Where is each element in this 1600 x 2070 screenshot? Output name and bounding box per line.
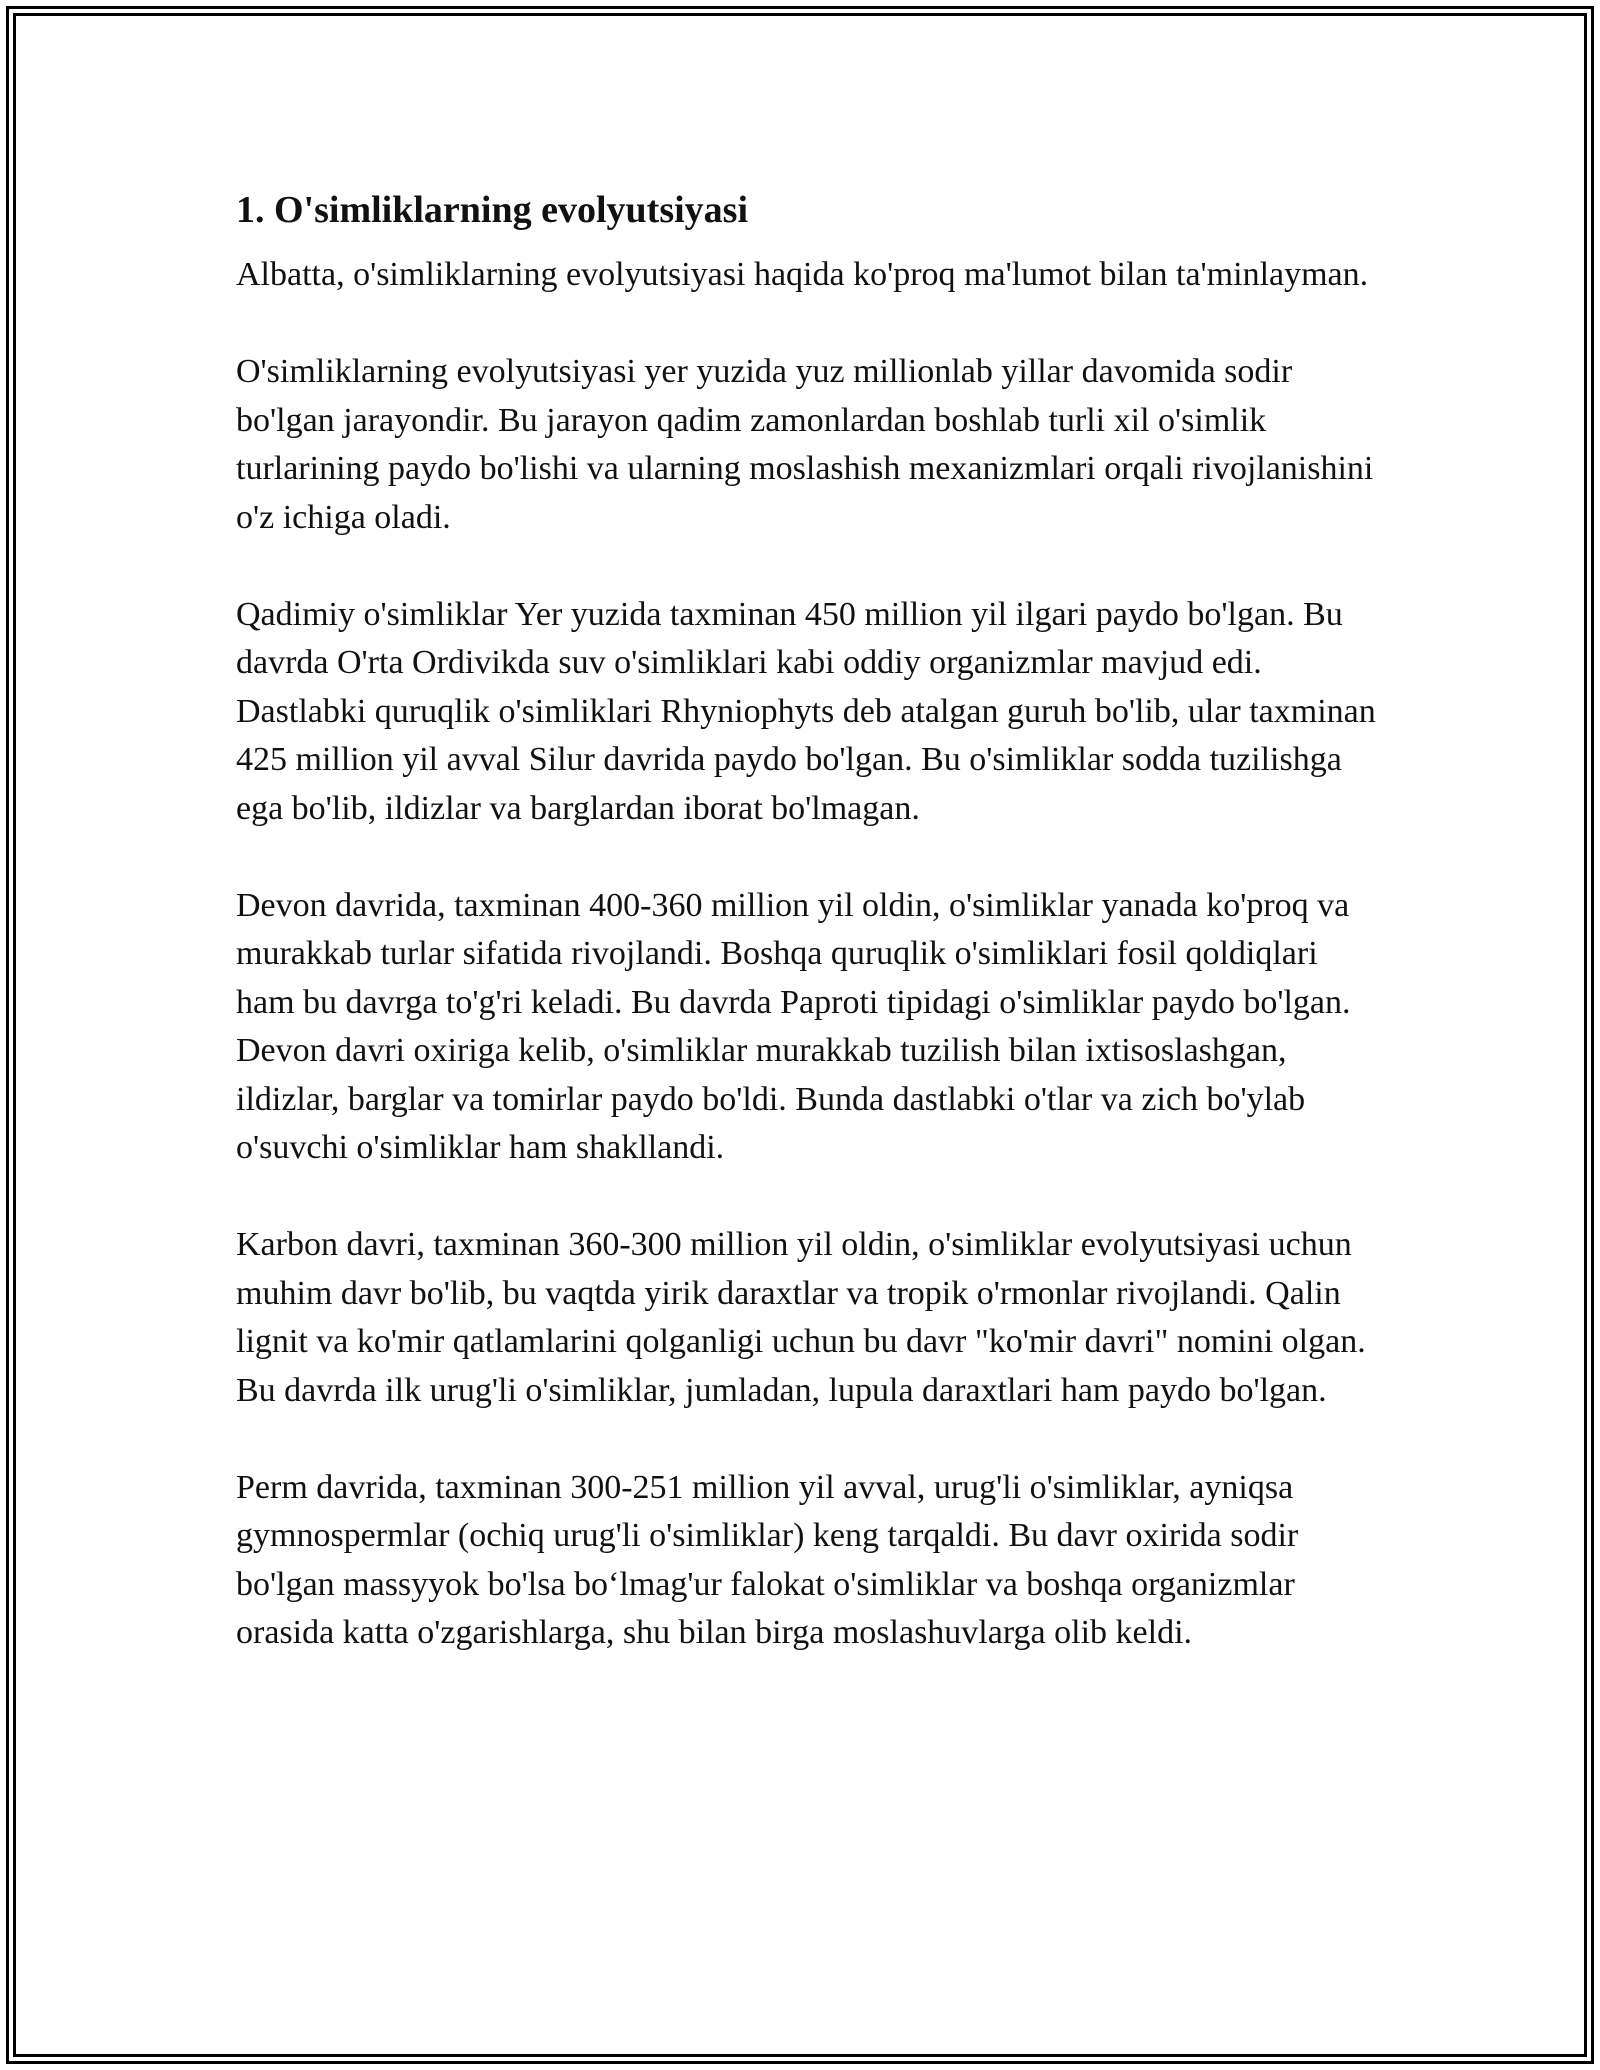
paragraph-ancient-plants: Qadimiy o'simliklar Yer yuzida taxminan 450 million yil ilgari paydo bo'lgan. Bu davrda O'rta Ordivikda suv o'simliklari kabi oddiy organizmlar mavjud edi. Dastlabki quruqlik o'simliklari Rhyniophyts deb atalgan guruh bo'lib, ular taxminan 425 million yil avval Silur davrida paydo bo'lgan. Bu o'simliklar sodda tuzilishga ega bo'lib, ildizlar va barglardan iborat bo'lmagan. — [236, 595, 1376, 827]
paragraph-overview: O'simliklarning evolyutsiyasi yer yuzida yuz millionlab yillar davomida sodir bo'lgan jarayondir. Bu jarayon qadim zamonlardan boshlab turli xil o'simlik turlarining paydo bo'lishi va ularning moslashish mexanizmlari orqali rivojlanishini o'z ichiga oladi. — [236, 353, 1374, 536]
paragraph-carboniferous: Karbon davri, taxminan 360-300 million yil oldin, o'simliklar evolyutsiyasi uchun muhim davr bo'lib, bu vaqtda yirik daraxtlar va tropik o'rmonlar rivojlandi. Qalin lignit va ko'mir qatlamlarini qolganligi uchun bu davr "ko'mir davri" nomini olgan. Bu davrda ilk urug'li o'simliklar, jumladan, lupula daraxtlari ham paydo bo'lgan. — [236, 1226, 1366, 1409]
paragraph-permian: Perm davrida, taxminan 300-251 million yil avval, urug'li o'simliklar, ayniqsa gymnospermlar (ochiq urug'li o'simliklar) keng tarqaldi. Bu davr oxirida sodir bo'lgan massyyok bo'lsa bo‘lmag'ur falokat o'simliklar va boshqa organizmlar orasida katta o'zgarishlarga, shu bilan birga moslashuvlarga olib keldi. — [236, 1468, 1299, 1651]
document-body — [236, 185, 1376, 1658]
paragraph-intro: Albatta, o'simliklarning evolyutsiyasi haqida ko'proq ma'lumot bilan ta'minlayman. — [236, 256, 1369, 293]
section-heading: 1. O'simliklarning evolyutsiyasi — [236, 189, 749, 231]
paragraph-devonian: Devon davrida, taxminan 400-360 million yil oldin, o'simliklar yanada ko'proq va murakkab turlar sifatida rivojlandi. Boshqa quruqlik o'simliklari fosil qoldiqlari ham bu davrga to'g'ri keladi. Bu davrda Paproti tipidagi o'simliklar paydo bo'lgan. Devon davri oxiriga kelib, o'simliklar murakkab tuzilish bilan ixtisoslashgan, ildizlar, barglar va tomirlar paydo bo'ldi. Bunda dastlabki o'tlar va zich bo'ylab o'suvchi o'simliklar ham shakllandi. — [236, 886, 1351, 1166]
